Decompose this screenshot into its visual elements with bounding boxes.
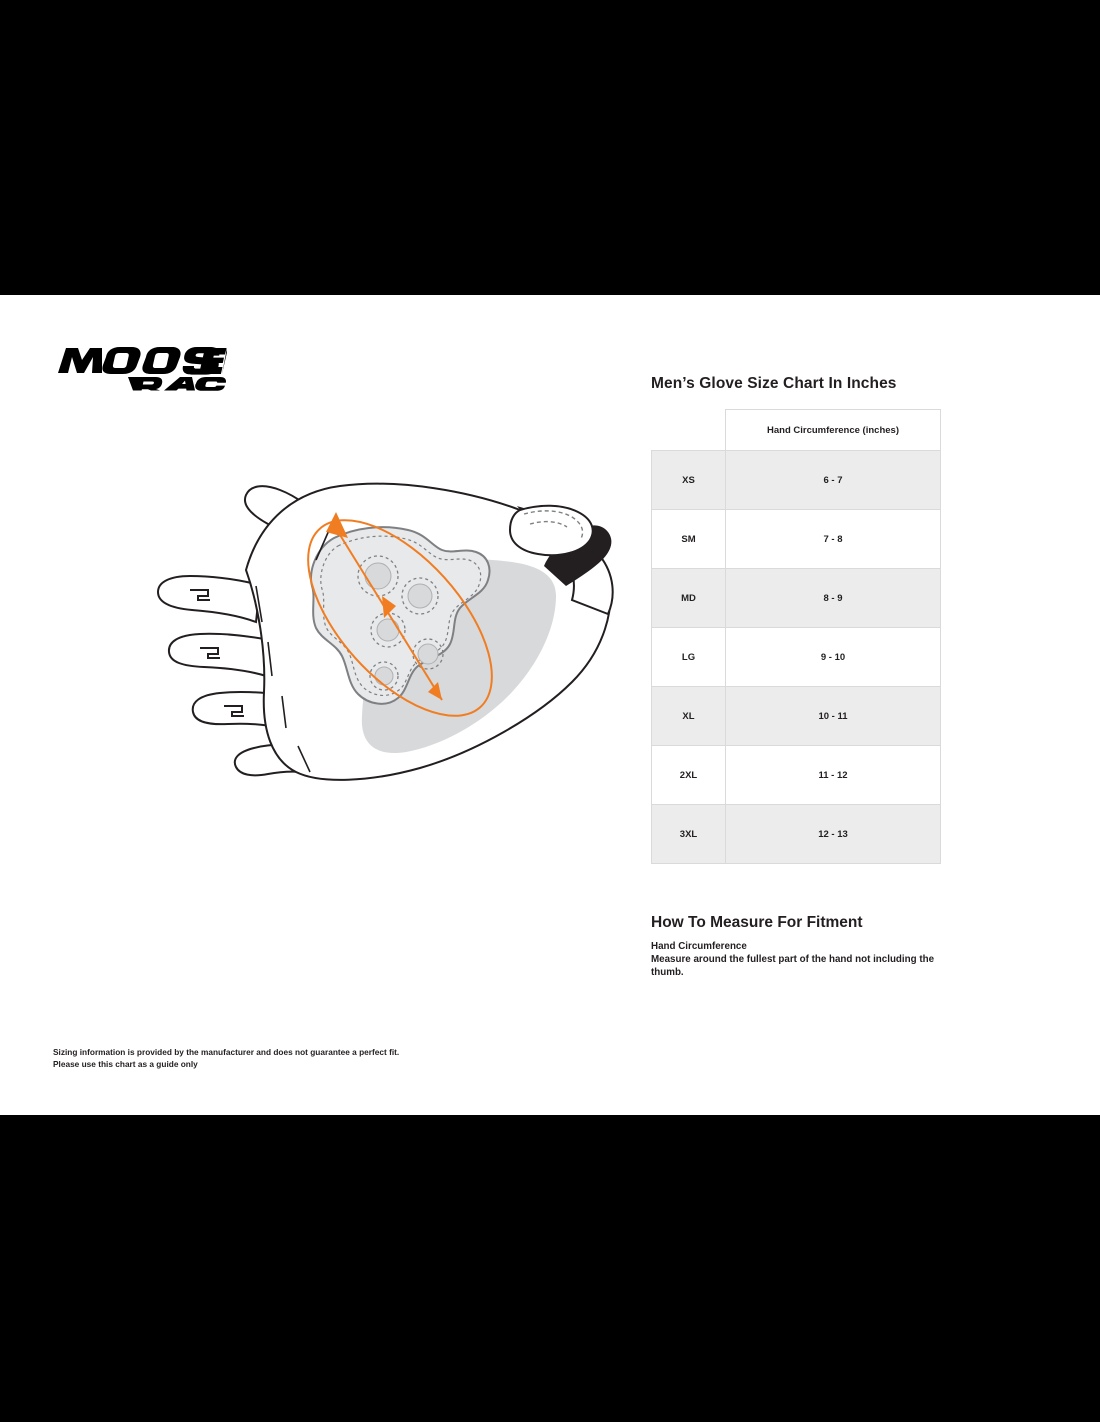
how-to-measure-body: Measure around the fullest part of the hand not including the thumb. xyxy=(651,954,935,978)
table-row xyxy=(652,628,941,687)
cell-size: SM xyxy=(652,510,726,569)
how-to-measure-heading: How To Measure For Fitment xyxy=(651,914,863,931)
cell-size: MD xyxy=(652,569,726,628)
cell-circumference: 8 - 9 xyxy=(726,569,941,628)
disclaimer xyxy=(53,1047,513,1071)
table-row xyxy=(652,451,941,510)
table-row xyxy=(652,687,941,746)
moose-racing-logo xyxy=(52,345,227,391)
cell-circumference: 9 - 10 xyxy=(726,628,941,687)
cell-circumference: 6 - 7 xyxy=(726,451,941,510)
table-header-row xyxy=(652,410,941,451)
cell-circumference: 11 - 12 xyxy=(726,746,941,805)
glove-measurement-diagram xyxy=(120,400,640,790)
size-chart-section xyxy=(651,375,1051,979)
how-to-measure-section xyxy=(651,914,1051,979)
cell-size: 2XL xyxy=(652,746,726,805)
cell-size: 3XL xyxy=(652,805,726,864)
how-to-measure-subheading: Hand Circumference xyxy=(651,941,747,952)
table-row xyxy=(652,746,941,805)
column-header-size xyxy=(652,410,726,451)
cell-circumference: 7 - 8 xyxy=(726,510,941,569)
table-row xyxy=(652,510,941,569)
cell-circumference: 12 - 13 xyxy=(726,805,941,864)
table-row xyxy=(652,569,941,628)
cell-circumference: 10 - 11 xyxy=(726,687,941,746)
disclaimer-line-1: Sizing information is provided by the manufacturer and does not guarantee a perfect fit. xyxy=(53,1047,400,1057)
cell-size: LG xyxy=(652,628,726,687)
cell-size: XL xyxy=(652,687,726,746)
table-row xyxy=(652,805,941,864)
size-chart-table xyxy=(651,409,941,864)
content-sheet xyxy=(0,295,1100,1115)
disclaimer-line-2: Please use this chart as a guide only xyxy=(53,1058,198,1069)
page-title: Men’s Glove Size Chart In Inches xyxy=(651,375,897,392)
cell-size: XS xyxy=(652,451,726,510)
column-header-circumference: Hand Circumference (inches) xyxy=(726,410,941,451)
